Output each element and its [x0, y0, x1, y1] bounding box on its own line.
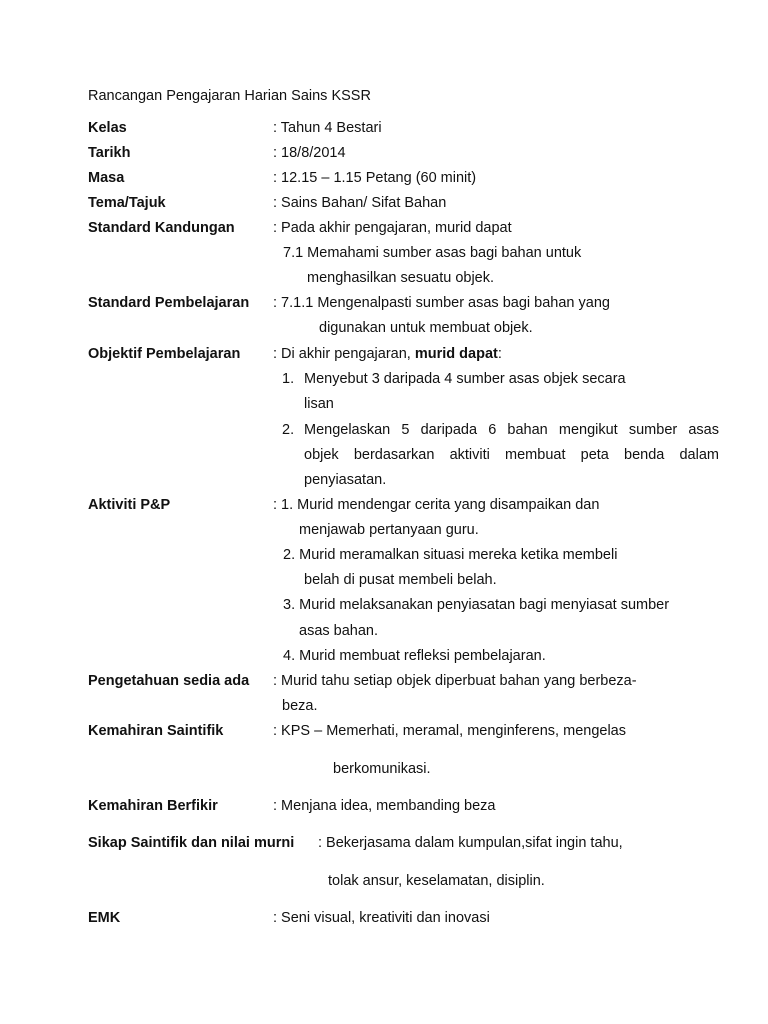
emk-label: EMK	[88, 910, 121, 926]
kelas-label: Kelas	[88, 120, 127, 136]
tema-label: Tema/Tajuk	[88, 195, 166, 211]
objektif-item2-line2: objek berdasarkan aktiviti membuat peta benda dalam	[304, 447, 719, 463]
aktiviti-line7: 4. Murid membuat refleksi pembelajaran.	[283, 648, 546, 664]
document-title: Rancangan Pengajaran Harian Sains KSSR	[88, 88, 371, 104]
standard-pembelajaran-line2: digunakan untuk membuat objek.	[319, 320, 533, 336]
aktiviti-line2: menjawab pertanyaan guru.	[299, 522, 479, 538]
aktiviti-line5: 3. Murid melaksanakan penyiasatan bagi menyiasat sumber	[283, 597, 670, 613]
tema-value: : Sains Bahan/ Sifat Bahan	[273, 195, 447, 211]
objektif-item2-number: 2.	[282, 422, 295, 438]
kemahiran-saintifik-line2: berkomunikasi.	[333, 761, 431, 777]
kemahiran-saintifik-value: : KPS – Memerhati, meramal, menginferens, mengelas	[273, 723, 626, 739]
objektif-label: Objektif Pembelajaran	[88, 346, 241, 362]
tarikh-value: : 18/8/2014	[273, 145, 346, 161]
pengetahuan-label: Pengetahuan sedia ada	[88, 673, 250, 689]
tarikh-label: Tarikh	[88, 145, 131, 161]
kemahiran-saintifik-label: Kemahiran Saintifik	[88, 723, 224, 739]
aktiviti-label: Aktiviti P&P	[88, 497, 171, 513]
aktiviti-line4: belah di pusat membeli belah.	[304, 572, 497, 588]
objektif-item1-number: 1.	[282, 371, 295, 387]
pengetahuan-value: : Murid tahu setiap objek diperbuat bahan yang berbeza-	[273, 673, 637, 689]
pengetahuan-line2: beza.	[282, 698, 318, 714]
objektif-item1-line2: lisan	[304, 396, 334, 412]
objektif-item2-line1: Mengelaskan 5 daripada 6 bahan mengikut sumber asas	[304, 422, 719, 438]
standard-pembelajaran-label: Standard Pembelajaran	[88, 295, 250, 311]
emk-value: : Seni visual, kreativiti dan inovasi	[273, 910, 490, 926]
standard-pembelajaran-value: : 7.1.1 Mengenalpasti sumber asas bagi bahan yang	[273, 295, 610, 311]
standard-kandungan-value: : Pada akhir pengajaran, murid dapat	[273, 220, 512, 236]
kemahiran-berfikir-value: : Menjana idea, membanding beza	[273, 798, 496, 814]
masa-value: : 12.15 – 1.15 Petang (60 minit)	[273, 170, 477, 186]
standard-kandungan-label: Standard Kandungan	[88, 220, 235, 236]
kelas-value: : Tahun 4 Bestari	[273, 120, 382, 136]
objektif-item1-line1: Menyebut 3 daripada 4 sumber asas objek secara	[304, 371, 626, 387]
standard-kandungan-line2: 7.1 Memahami sumber asas bagi bahan untuk	[283, 245, 582, 261]
sikap-value: : Bekerjasama dalam kumpulan,sifat ingin tahu,	[318, 835, 623, 851]
aktiviti-line3: 2. Murid meramalkan situasi mereka ketika membeli	[283, 547, 618, 563]
aktiviti-line1: : 1. Murid mendengar cerita yang disampaikan dan	[273, 497, 600, 513]
kemahiran-berfikir-label: Kemahiran Berfikir	[88, 798, 218, 814]
aktiviti-line6: asas bahan.	[299, 623, 379, 639]
standard-kandungan-line3: menghasilkan sesuatu objek.	[307, 270, 495, 286]
masa-label: Masa	[88, 170, 125, 186]
sikap-label: Sikap Saintifik dan nilai murni	[88, 835, 295, 851]
sikap-line2: tolak ansur, keselamatan, disiplin.	[328, 873, 545, 889]
objektif-item2-line3: penyiasatan.	[304, 472, 387, 488]
objektif-value: : Di akhir pengajaran, murid dapat:	[273, 346, 502, 362]
